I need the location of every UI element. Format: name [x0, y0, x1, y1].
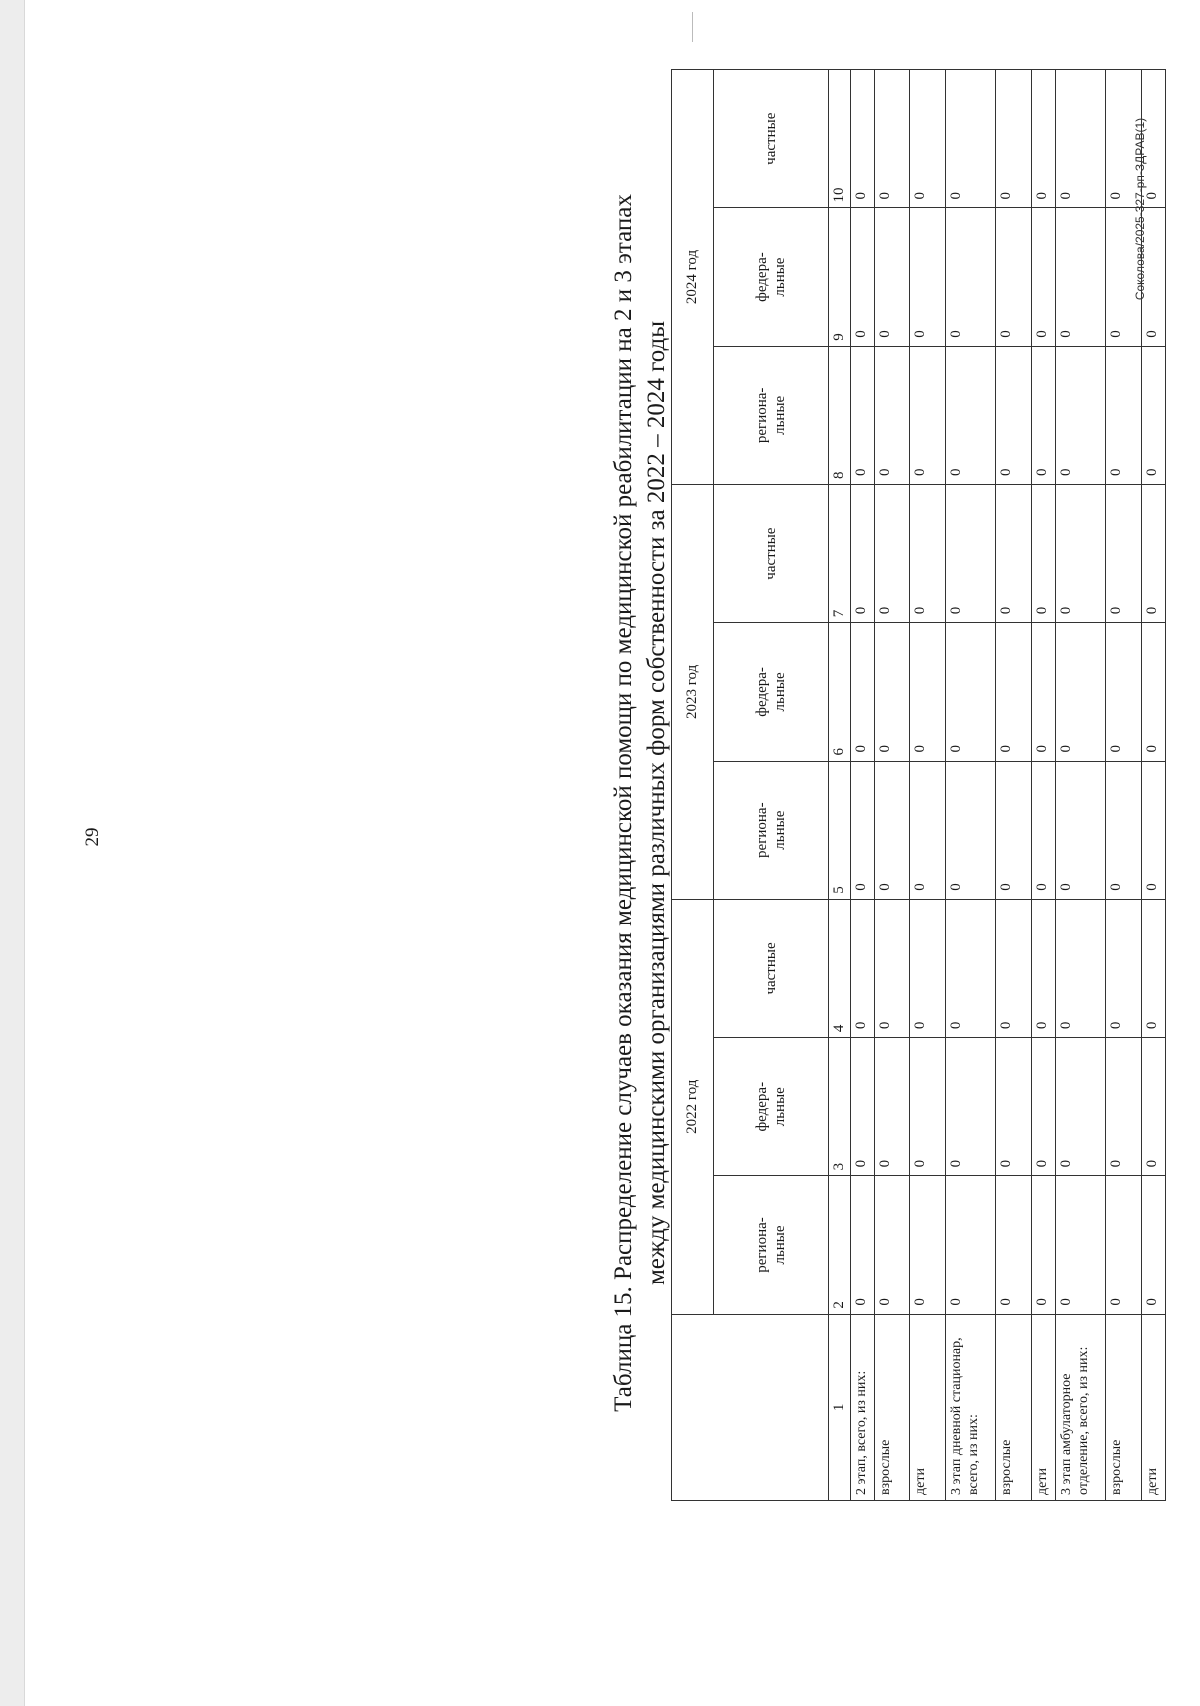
table-title: [607, 88, 673, 1518]
cell-value: 0: [1031, 346, 1055, 484]
header-blank: [672, 1314, 829, 1500]
cell-value: 0: [851, 1176, 875, 1314]
column-number: 8: [829, 346, 851, 484]
table-row: [875, 70, 910, 1501]
cell-value: 0: [1031, 70, 1055, 208]
row-label: взрослые: [996, 1314, 1031, 1500]
cell-value: 0: [1031, 899, 1055, 1037]
cell-value: 0: [1106, 484, 1141, 622]
cell-value: 0: [910, 1038, 945, 1176]
subheader-line: федера-: [754, 667, 770, 717]
table-row: [1055, 70, 1106, 1501]
row-label: дети: [1031, 1314, 1055, 1500]
cell-value: 0: [1141, 346, 1165, 484]
column-number: 6: [829, 623, 851, 761]
cell-value: 0: [1106, 899, 1141, 1037]
subheader-line: льные: [772, 395, 788, 435]
cell-value: 0: [945, 70, 996, 208]
subheader-regional: [714, 1176, 829, 1314]
cell-value: 0: [851, 623, 875, 761]
cell-value: 0: [996, 70, 1031, 208]
table-row: [1106, 70, 1141, 1501]
cell-value: 0: [910, 899, 945, 1037]
table-header: [672, 70, 851, 1501]
cell-value: 0: [875, 1038, 910, 1176]
cell-value: 0: [1141, 1176, 1165, 1314]
cell-value: 0: [1031, 761, 1055, 899]
cell-value: 0: [1055, 1176, 1106, 1314]
cell-value: 0: [875, 70, 910, 208]
cell-value: 0: [875, 346, 910, 484]
subheader-regional: [714, 761, 829, 899]
table-row: [851, 70, 875, 1501]
page-number: 29: [82, 827, 103, 847]
cell-value: 0: [1106, 623, 1141, 761]
footer-code: Соколова/2025-327-рп-ЗДРАВ(1): [1133, 117, 1147, 301]
cell-value: 0: [1031, 1038, 1055, 1176]
cell-value: 0: [1106, 1176, 1141, 1314]
row-label: дети: [910, 1314, 945, 1500]
subheader-line: льные: [772, 1087, 788, 1127]
table-row: [1141, 70, 1165, 1501]
cell-value: 0: [996, 1176, 1031, 1314]
cell-value: 0: [945, 346, 996, 484]
row-label: 2 этап, всего, из них:: [851, 1314, 875, 1500]
scan-mark: [692, 12, 693, 42]
cell-value: 0: [910, 623, 945, 761]
row-label: 3 этап дневной стационар, всего, из них:: [945, 1314, 996, 1500]
table-row: [945, 70, 996, 1501]
cell-value: 0: [1055, 1038, 1106, 1176]
cell-value: 0: [996, 761, 1031, 899]
column-number: 3: [829, 1038, 851, 1176]
column-number: 4: [829, 899, 851, 1037]
cell-value: 0: [1055, 70, 1106, 208]
row-label: 3 этап амбулаторное отделение, всего, из них:: [1055, 1314, 1106, 1500]
cell-value: 0: [851, 346, 875, 484]
subheader-line: федера-: [754, 252, 770, 302]
cell-value: 0: [851, 484, 875, 622]
subheader-private: [714, 484, 829, 622]
cell-value: 0: [910, 761, 945, 899]
cell-value: 0: [996, 1038, 1031, 1176]
cell-value: 0: [851, 1038, 875, 1176]
row-label: взрослые: [875, 1314, 910, 1500]
column-number: 2: [829, 1176, 851, 1314]
subheader-line: льные: [772, 672, 788, 712]
table-row: [1031, 70, 1055, 1501]
cell-value: 0: [1031, 623, 1055, 761]
cell-value: 0: [910, 484, 945, 622]
cell-value: 0: [1031, 208, 1055, 346]
cell-value: 0: [945, 761, 996, 899]
table-row: [996, 70, 1031, 1501]
cell-value: 0: [1106, 761, 1141, 899]
cell-value: 0: [1106, 70, 1141, 208]
column-number: 5: [829, 761, 851, 899]
subheader-federal: [714, 208, 829, 346]
cell-value: 0: [1031, 484, 1055, 622]
column-number: 10: [829, 70, 851, 208]
cell-value: 0: [1141, 899, 1165, 1037]
cell-value: 0: [910, 70, 945, 208]
cell-value: 0: [875, 899, 910, 1037]
cell-value: 0: [996, 346, 1031, 484]
row-label: взрослые: [1106, 1314, 1141, 1500]
cell-value: 0: [945, 208, 996, 346]
cell-value: 0: [851, 761, 875, 899]
cell-value: 0: [875, 484, 910, 622]
cell-value: 0: [1055, 346, 1106, 484]
cell-value: 0: [1141, 1038, 1165, 1176]
cell-value: 0: [1055, 484, 1106, 622]
cell-value: 0: [875, 1176, 910, 1314]
cell-value: 0: [875, 208, 910, 346]
title-line-2: между медицинскими организациями различных форм собственности за 2022 – 2024 годы: [643, 320, 670, 1286]
subheader-line: частные: [763, 527, 779, 580]
subheader-line: льные: [772, 1225, 788, 1265]
cell-value: 0: [875, 623, 910, 761]
subheader-line: региона-: [754, 1217, 770, 1273]
subheader-federal: [714, 1038, 829, 1176]
subheader-federal: [714, 623, 829, 761]
cell-value: 0: [1141, 761, 1165, 899]
cell-value: 0: [996, 623, 1031, 761]
subheader-regional: [714, 346, 829, 484]
cell-value: 0: [910, 346, 945, 484]
cell-value: 0: [1106, 1038, 1141, 1176]
title-line-1: Таблица 15. Распределение случаев оказания медицинской помощи по медицинской реабилитации на 2 и 3 этапах: [610, 194, 637, 1412]
cell-value: 0: [1031, 1176, 1055, 1314]
subheader-row: [714, 70, 829, 1501]
subheader-line: частные: [763, 942, 779, 995]
column-number: 1: [829, 1314, 851, 1500]
cell-value: 0: [1106, 208, 1141, 346]
column-number-row: [829, 70, 851, 1501]
cell-value: 0: [1141, 623, 1165, 761]
cell-value: 0: [945, 484, 996, 622]
cell-value: 0: [996, 899, 1031, 1037]
cell-value: 0: [945, 623, 996, 761]
cell-value: 0: [1106, 346, 1141, 484]
cell-value: 0: [1055, 623, 1106, 761]
subheader-line: федера-: [754, 1081, 770, 1132]
header-year-2022: 2022 год: [672, 899, 714, 1314]
cell-value: 0: [1141, 70, 1165, 208]
header-year-2024: 2024 год: [672, 70, 714, 485]
cell-value: 0: [945, 1176, 996, 1314]
subheader-line: частные: [763, 112, 779, 165]
subheader-line: региона-: [754, 387, 770, 444]
scan-edge: [0, 0, 25, 1706]
table-body: [851, 70, 1166, 1501]
cell-value: 0: [1055, 899, 1106, 1037]
cell-value: 0: [945, 1038, 996, 1176]
cell-value: 0: [875, 761, 910, 899]
cell-value: 0: [851, 70, 875, 208]
cell-value: 0: [851, 208, 875, 346]
column-number: 9: [829, 208, 851, 346]
subheader-private: [714, 70, 829, 208]
rotated-content: [565, 68, 1185, 1638]
cell-value: 0: [1055, 208, 1106, 346]
row-label: дети: [1141, 1314, 1165, 1500]
cell-value: 0: [910, 208, 945, 346]
cell-value: 0: [996, 484, 1031, 622]
subheader-line: льные: [772, 257, 788, 297]
cell-value: 0: [1141, 208, 1165, 346]
cell-value: 0: [945, 899, 996, 1037]
table-row: [910, 70, 945, 1501]
header-year-2023: 2023 год: [672, 484, 714, 899]
subheader-private: [714, 899, 829, 1037]
cell-value: 0: [996, 208, 1031, 346]
cell-value: 0: [910, 1176, 945, 1314]
cell-value: 0: [1141, 484, 1165, 622]
subheader-line: льные: [772, 810, 788, 850]
subheader-line: региона-: [754, 802, 770, 858]
data-table: [671, 69, 1166, 1501]
column-number: 7: [829, 484, 851, 622]
cell-value: 0: [851, 899, 875, 1037]
cell-value: 0: [1055, 761, 1106, 899]
